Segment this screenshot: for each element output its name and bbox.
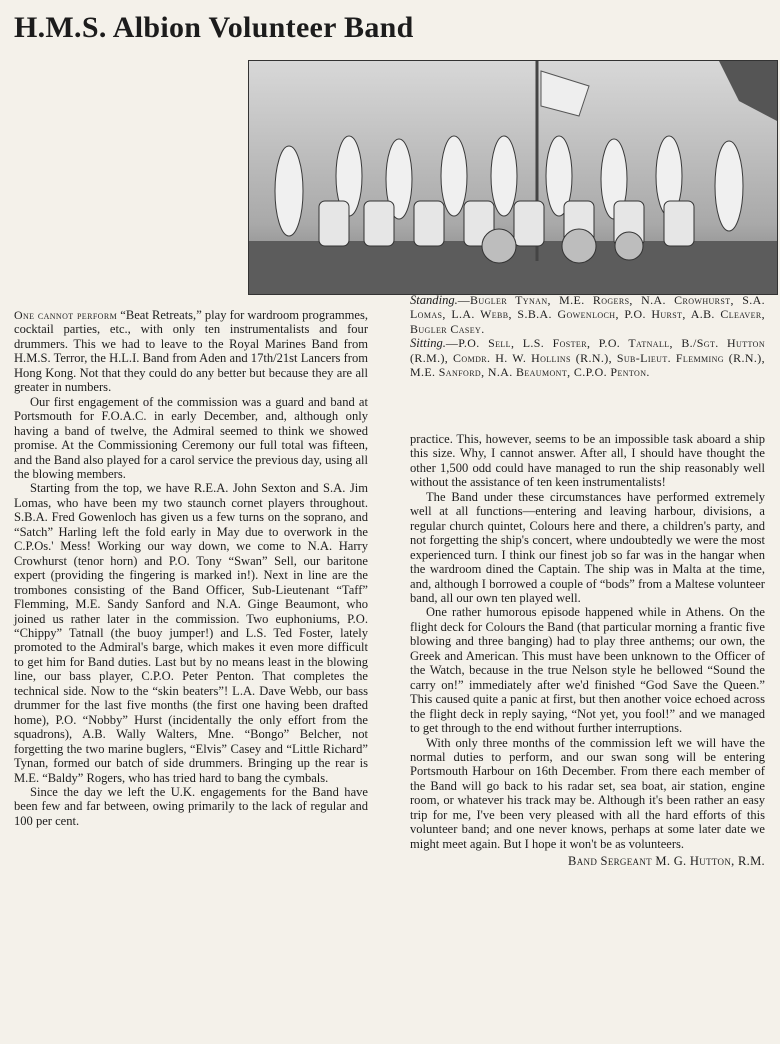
paragraph: Starting from the top, we have R.E.A. John Sexton and S.A. Jim Lomas, who have been my two staunch cornet players throughout. S.B.A. Fred Gowenloch has given us a few turns on the soprano, and “Satch” Harling left the fold early in May due to overwork in the C.P.Os.' Mess! Working our way down, we come to N.A. Harry Crowhurst (tenor horn) and P.O. Tony “Swan” Sell, our baritone expert (providing the fingering is marked in!). Next in line are the trombones consisting of the Band Officer, Sub-Lieutenant “Taff” Flemming, M.E. Sandy Sanford and N.A. Ginge Beaumont, who joined us rather later in the commission. Two euphoniums, P.O. “Chippy” Tatnall (the buoy jumper!) and L.S. Ted Foster, lately promoted to the Admiral's barge, which makes it even more difficult to get him for Band duties. Last but by no means least in the blowing line, our bass player, C.P.O. Peter Penton. That completes the technical side. Now to the “skin beaters”! L.A. Dave Webb, our bass drummer for the last five months (the first one having been drafted home), P.O. “Nobby” Hurst (incidentally the only effort from the squadrons), A.B. Wally Walters, Mne. “Bongo” Belcher, not forgetting the two marine buglers, “Elvis” Casey and “Little Richard” Tynan, formed our batch of side drummers. Bringing up the rear is M.E. “Baldy” Rogers, who has tried hard to bang the cymbals. xyxy=(14,481,368,785)
paragraph: One cannot perform “Beat Retreats,” play for wardroom programmes, cocktail parties, etc., with only ten instrumentalists and four drummers. This we had to leave to the Royal Marines Band from H.M.S. Terror, the H.L.I. Band from Aden and 17th/21st Lancers from Hong Kong. Not that they could do any better but because they are all greater in numbers. xyxy=(14,308,368,395)
standing-names: —Bugler Tynan, M.E. Rogers, N.A. Crowhurst, S.A. Lomas, L.A. Webb, S.B.A. Gowenloch, P.O. Hurst, A.B. Cleaver, Bugler Casey. xyxy=(410,293,765,336)
paragraph: With only three months of the commission left we will have the normal duties to perform, and our swan song will be entering Portsmouth Harbour on 16th December. From there each member of the Band will go back to his radar set, sea boat, air station, engine room, or whatever his track may be. Although it's been rather an easy trip for me, I've been very pleased with all the hard efforts of this volunteer band; and one never knows, perhaps at some later date we might meet again. But I hope it won't be as volunteers. xyxy=(410,735,765,851)
band-photo xyxy=(248,60,778,295)
lead-in: One cannot perform xyxy=(14,308,118,322)
sitting-names: —P.O. Sell, L.S. Foster, P.O. Tatnall, B./Sgt. Hutton (R.M.), Comdr. H. W. Hollins (R.N.), Sub-Lieut. Flemming (R.N.), M.E. Sanford, N.A. Beaumont, C.P.O. Penton. xyxy=(410,336,765,380)
standing-label: Standing. xyxy=(410,293,458,307)
paragraph: practice. This, however, seems to be an impossible task aboard a ship this size. Why, I cannot answer. After all, I should have thought the other 1,500 odd could have managed to run the ship reasonably well without the assistance of ten keen instrumentalists! xyxy=(410,432,765,490)
signature: Band Sergeant M. G. Hutton, R.M. xyxy=(568,854,765,869)
paragraph: Our first engagement of the commission was a guard and band at Portsmouth for F.O.A.C. in early December, and, although only having a band of twelve, the Admiral seemed to think we showed promise. At the Commissioning Ceremony our full total was fifteen, and the Band also played for a carol service the previous day, using all the blowing members. xyxy=(14,394,368,481)
photo-caption xyxy=(410,293,765,379)
left-column xyxy=(14,308,368,828)
article-title: H.M.S. Albion Volunteer Band xyxy=(14,11,414,44)
sitting-label: Sitting. xyxy=(410,336,446,351)
right-column xyxy=(410,432,765,869)
paragraph: The Band under these circumstances have performed extremely well at all functions—entering and leaving harbour, divisions, a regular church quintet, Colours here and there, a children's party, and not forgetting the ship's concert, where undoubtedly we were the most experienced turn. I think our finest job so far was in the hangar when the wardroom dined the Captain. The ship was in Malta at the time, and, although I borrowed a couple of “bods” from a Maltese volunteer band, all our own ten played well. xyxy=(410,489,765,605)
paragraph: Since the day we left the U.K. engagements for the Band have been few and far between, owing primarily to the lack of regular and 100 per cent. xyxy=(14,784,368,828)
paragraph: One rather humorous episode happened while in Athens. On the flight deck for Colours the Band (that particular morning a frantic five blowing and three banging) had to play three anthems; our own, the Greek and American. This must have been unknown to the Officer of the Watch, because in the true Nelson style he bellowed “Sound the carry on!” immediately after we'd finished “God Save the Queen.” This caused quite a panic at first, but then another voice echoed across the flight deck in reply saying, “Not yet, you fool!” and we managed to get through to the end without further interruptions. xyxy=(410,605,765,736)
